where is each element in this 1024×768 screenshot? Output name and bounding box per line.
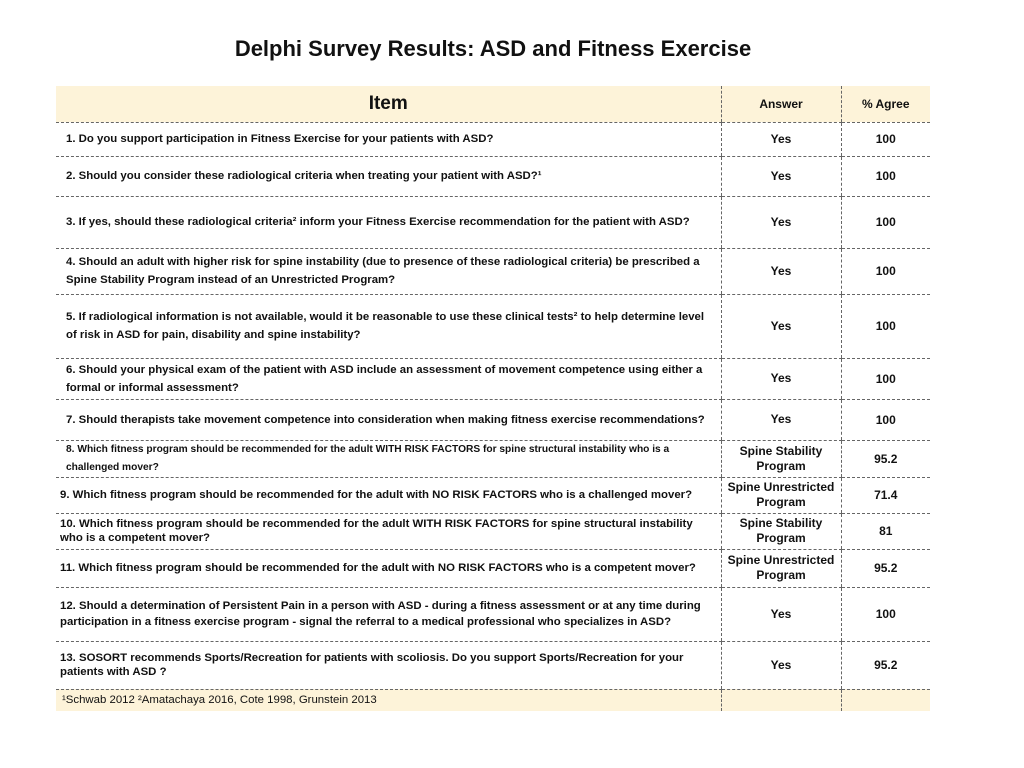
row-agree: 100 (841, 587, 930, 641)
row-item: 2. Should you consider these radiological criteria when treating your patient with ASD?¹ (56, 156, 721, 196)
row-answer: Yes (721, 248, 841, 294)
row-agree: 95.2 (841, 549, 930, 587)
row-agree: 100 (841, 294, 930, 358)
row-agree: 100 (841, 358, 930, 399)
table-row (56, 641, 930, 689)
table-row (56, 358, 930, 399)
table-row (56, 587, 930, 641)
table-row (56, 196, 930, 248)
header-answer: Answer (721, 86, 841, 122)
row-agree: 100 (841, 122, 930, 156)
row-agree: 95.2 (841, 641, 930, 689)
row-answer: Yes (721, 196, 841, 248)
header-agree: % Agree (841, 86, 930, 122)
row-agree: 100 (841, 156, 930, 196)
row-answer: Yes (721, 358, 841, 399)
footnote-empty-agree (841, 689, 930, 711)
row-item: 9. Which fitness program should be recommended for the adult with NO RISK FACTORS who is a challenged mover? (56, 477, 721, 513)
table-row (56, 477, 930, 513)
table-row (56, 549, 930, 587)
row-item: 10. Which fitness program should be recommended for the adult WITH RISK FACTORS for spine structural instability who is a competent mover? (56, 513, 721, 549)
footnote-empty-answer (721, 689, 841, 711)
page-title: Delphi Survey Results: ASD and Fitness Exercise (234, 36, 752, 61)
row-answer: Spine Unrestricted Program (721, 477, 841, 513)
table-row (56, 248, 930, 294)
footnote: ¹Schwab 2012 ²Amatachaya 2016, Cote 1998, Grunstein 2013 (62, 694, 377, 707)
row-item: 4. Should an adult with higher risk for spine instability (due to presence of these radiological criteria) be prescribed a Spine Stability Program instead of an Unrestricted Program? (56, 248, 721, 294)
table-row (56, 294, 930, 358)
row-answer: Yes (721, 122, 841, 156)
row-answer: Yes (721, 399, 841, 440)
row-item: 12. Should a determination of Persistent Pain in a person with ASD - during a fitness assessment or at any time during participation in a fitness exercise program - signal the referral to a medical professional who specializes in ASD? (56, 587, 721, 641)
row-item: 11. Which fitness program should be recommended for the adult with NO RISK FACTORS who is a competent mover? (56, 549, 721, 587)
survey-table (56, 86, 930, 711)
row-answer: Yes (721, 587, 841, 641)
table-header-row (56, 86, 930, 122)
row-agree: 100 (841, 399, 930, 440)
row-item: 3. If yes, should these radiological criteria² inform your Fitness Exercise recommendation for the patient with ASD? (56, 196, 721, 248)
row-item: 7. Should therapists take movement competence into consideration when making fitness exercise recommendations? (56, 399, 721, 440)
table-row (56, 513, 930, 549)
row-item: 5. If radiological information is not available, would it be reasonable to use these clinical tests² to help determine level of risk in ASD for pain, disability and spine instability? (56, 294, 721, 358)
table-row (56, 122, 930, 156)
row-item: 8. Which fitness program should be recommended for the adult WITH RISK FACTORS for spine structural instability who is a challenged mover? (56, 440, 721, 477)
row-answer: Yes (721, 294, 841, 358)
row-item: 1. Do you support participation in Fitness Exercise for your patients with ASD? (56, 122, 721, 156)
row-answer: Spine Unrestricted Program (721, 549, 841, 587)
row-agree: 81 (841, 513, 930, 549)
row-agree: 71.4 (841, 477, 930, 513)
row-answer: Yes (721, 156, 841, 196)
table-row (56, 399, 930, 440)
row-agree: 95.2 (841, 440, 930, 477)
table-row (56, 156, 930, 196)
row-answer: Spine Stability Program (721, 513, 841, 549)
row-item: 6. Should your physical exam of the patient with ASD include an assessment of movement competence using either a formal or informal assessment? (56, 358, 721, 399)
row-agree: 100 (841, 248, 930, 294)
row-agree: 100 (841, 196, 930, 248)
header-item: Item (56, 86, 721, 122)
table-row (56, 440, 930, 477)
footnote-row (56, 689, 930, 711)
row-answer: Yes (721, 641, 841, 689)
row-item: 13. SOSORT recommends Sports/Recreation for patients with scoliosis. Do you support Sports/Recreation for your patients with ASD ? (56, 641, 721, 689)
row-answer: Spine Stability Program (721, 440, 841, 477)
